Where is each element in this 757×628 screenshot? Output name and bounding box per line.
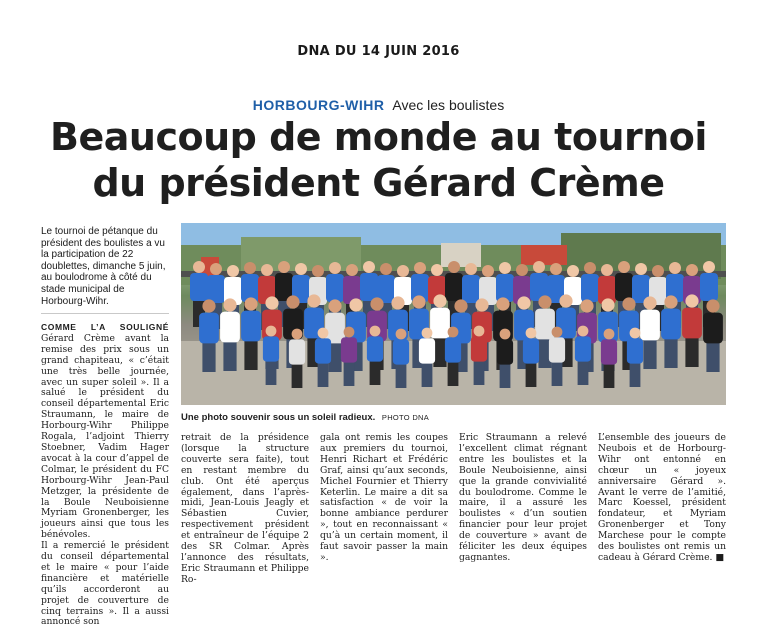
lead-paragraph: Le tournoi de pétanque du président des boulistes a vu la participation de 22 doublettes, dimanche 5 juin, au boulodrome à côté du stade municipal de Horbourg-Wihr. bbox=[41, 226, 166, 307]
group-photo-illustration bbox=[181, 223, 726, 405]
headline bbox=[0, 114, 757, 206]
column-1-paragraph-1 bbox=[41, 322, 169, 541]
headline-line-2: du président Gérard Crème bbox=[92, 161, 665, 205]
column-5 bbox=[598, 433, 726, 564]
column-1 bbox=[41, 322, 169, 628]
group-photo bbox=[181, 223, 726, 405]
kicker-subtitle: Avec les boulistes bbox=[392, 97, 505, 113]
column-1-lead-label: COMME L’A SOULIGNÉ bbox=[41, 322, 169, 332]
column-3: gala ont remis les coupes aux premiers du tournoi, Henri Richart et Frédéric Graf, ainsi qu’aux seconds, Michel Fournier et Thierry Keterlin. Le maire a dit sa satisfaction « de voir la bonne ambiance perdurer », tout en reconnaissant « qu’à un certain moment, il faut savoir passer la main ». bbox=[320, 432, 448, 563]
caption-credit: PHOTO DNA bbox=[381, 413, 430, 422]
source-line: DNA DU 14 JUIN 2016 bbox=[297, 44, 460, 59]
black-square-icon: ■ bbox=[715, 551, 725, 563]
column-1-paragraph-2: Il a remercié le président du conseil départemental et le maire « pour l’aide financière et matérielle qu’ils accorderont au projet de couverture de cinq terrains ». Il a aussi annoncé son bbox=[41, 540, 169, 628]
kicker-location: HORBOURG-WIHR bbox=[252, 97, 385, 113]
lead-divider bbox=[41, 313, 169, 314]
kicker bbox=[0, 97, 757, 113]
column-2: retrait de la présidence (lorsque la structure couverte sera faite), tout en restant membre du club. Ont été aperçus également, dans l’après-midi, Jean-Louis Jeagly et Sébastien Cuvier, respectivement président et entraîneur de l’équipe 2 des SR Colmar. Après l’annonce des résultats, Eric Straumann et Philippe Ro- bbox=[181, 432, 309, 585]
column-5-text: L’ensemble des joueurs de Neubois et de Horbourg-Wihr ont entonné en chœur un « joyeux anniversaire Gérard ». Avant le verre de l’amitié, Marc Koessel, président fondateur, et Myriam Gronenberger et Tony Marchese pour le compte des boulistes ont remis un cadeau à Gérard Crème. bbox=[598, 432, 726, 563]
column-4: Eric Straumann a relevé l’excellent climat régnant entre les boulistes et la Boule Neuboisienne, ainsi que la grande convivialité du boulodrome. Comme le maire, il a assuré les boulistes « d’un soutien financier pour leur projet de couverture » avant de féliciter les deux équipes gagnantes. bbox=[459, 432, 587, 563]
column-1-text: Gérard Crème avant la remise des prix sous un grand chapiteau, « c’était une très belle journée, avec un super soleil ». Il a salué le président du conseil départemental Eric Straumann, le maire de Horbourg-Wihr Philippe Rogala, l’adjoint Thierry Stoebner, Vadim Hager avocat à la cour d’appel de Colmar, le président du FC Horbourg-Wihr Jean-Paul Metzger, la présidente de la Boule Neuboisienne Myriam Gronenberger, les joueurs ainsi que tous les bénévoles. bbox=[41, 332, 169, 541]
headline-line-1: Beaucoup de monde au tournoi bbox=[50, 115, 707, 159]
photo-caption bbox=[181, 412, 726, 423]
caption-text: Une photo souvenir sous un soleil radieux. bbox=[181, 412, 376, 423]
